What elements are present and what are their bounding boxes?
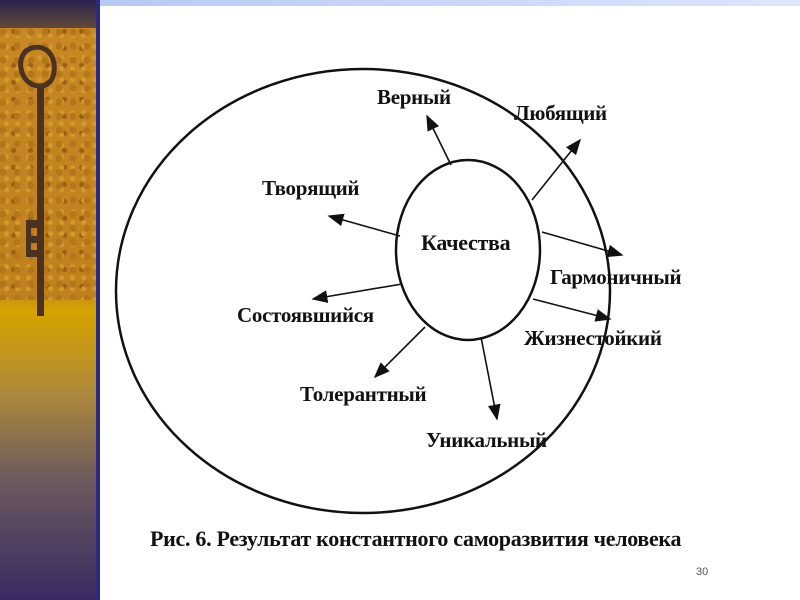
quality-label-verny: Верный (377, 85, 451, 109)
center-label: Качества (421, 230, 511, 255)
arrow-verny (427, 116, 451, 165)
quality-label-unikalny: Уникальный (426, 428, 547, 452)
figure-caption: Рис. 6. Результат константного саморазвития человека (150, 526, 682, 551)
quality-label-sostoyavshiysya: Состоявшийся (237, 303, 374, 327)
arrow-tvoryashchiy (329, 216, 400, 236)
quality-label-garmonichny: Гармоничный (550, 265, 682, 289)
arrow-lyubyashchiy (532, 140, 580, 200)
arrow-tolerantny (375, 327, 425, 377)
quality-label-tolerantny: Толерантный (300, 382, 427, 406)
quality-label-tvoryashchiy: Творящий (262, 176, 360, 200)
arrow-sostoyavshiysya (313, 284, 402, 299)
quality-label-lyubyashchiy: Любящий (514, 101, 607, 125)
arrow-garmonichny (542, 232, 622, 255)
arrow-zhiznestoykiy (533, 299, 610, 319)
qualities-diagram (100, 6, 800, 526)
arrow-unikalny (481, 337, 497, 419)
old-key-icon (0, 28, 96, 328)
decorative-sidebar (0, 0, 96, 600)
page-number: 30 (696, 566, 709, 578)
quality-label-zhiznestoykiy: Жизнестойкий (524, 326, 662, 350)
